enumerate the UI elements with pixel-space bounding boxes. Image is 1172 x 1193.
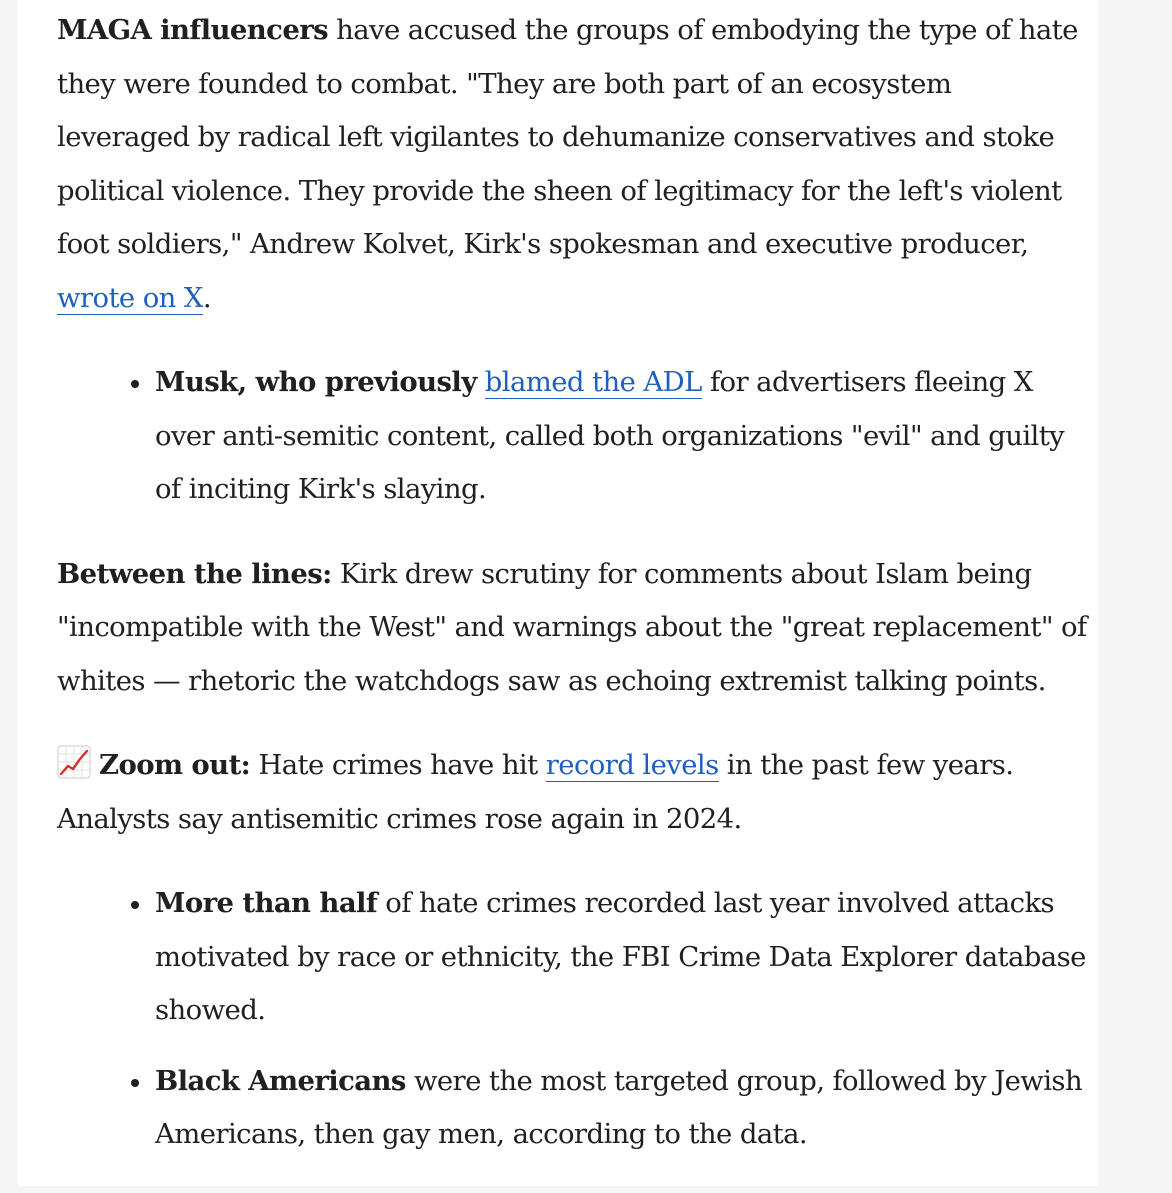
paragraph-between-the-lines [57, 548, 1087, 709]
paragraph-lead: Between the lines: [57, 557, 332, 590]
paragraph-maga-influencers [57, 4, 1087, 325]
paragraph-text: Hate crimes have hit [250, 749, 546, 781]
bullet-list-1 [57, 356, 1087, 517]
record-levels-link[interactable]: record levels [545, 749, 719, 781]
bullet-list-2 [57, 877, 1087, 1162]
list-item-text: were the most targeted group, followed by Jewish Americans, then gay men, according to the data. [155, 1064, 1083, 1150]
list-item-lead: Musk, who previously [155, 366, 477, 398]
list-item-more-than-half [155, 877, 1087, 1038]
paragraph-lead: MAGA influencers [57, 14, 328, 46]
paragraph-text: have accused the groups of embodying the type of hate they were founded to combat. "They are both part of an ecosystem leveraged by radical left vigilantes to dehumanize conservatives and stoke political violence. They provide the sheen of legitimacy for the left's violent foot soldiers," Andrew Kolvet, Kirk's spokesman and executive producer, [57, 14, 1078, 260]
paragraph-zoom-out [57, 739, 1087, 846]
list-item-black-americans [155, 1055, 1087, 1162]
paragraph-end: in the past few years. Analysts say antisemitic crimes rose again in 2024. [57, 749, 1014, 835]
blamed-the-adl-link[interactable]: blamed the ADL [484, 366, 702, 398]
paragraph-end: . [202, 281, 212, 314]
page [17, 0, 1098, 1186]
paragraph-text: Kirk drew scrutiny for comments about Islam being "incompatible with the West" and warnings about the "great replacement" of whites — rhetoric the watchdogs saw as echoing extremist talking points. [57, 557, 1087, 697]
list-item-lead: Black Americans [155, 1064, 406, 1097]
list-item-lead: More than half [155, 887, 378, 919]
paragraph-lead: Zoom out: [99, 749, 251, 781]
list-item-text: for advertisers fleeing X over anti-semitic content, called both organizations "evil" and guilty of inciting Kirk's slaying. [155, 366, 1065, 505]
chart-increasing-icon [57, 744, 91, 778]
list-item-musk [155, 356, 1087, 517]
article-body [57, 4, 1087, 1193]
list-item-text: of hate crimes recorded last year involved attacks motivated by race or ethnicity, the FBI Crime Data Explorer database showed. [155, 887, 1086, 1026]
wrote-on-x-link[interactable]: wrote on X [57, 281, 203, 314]
